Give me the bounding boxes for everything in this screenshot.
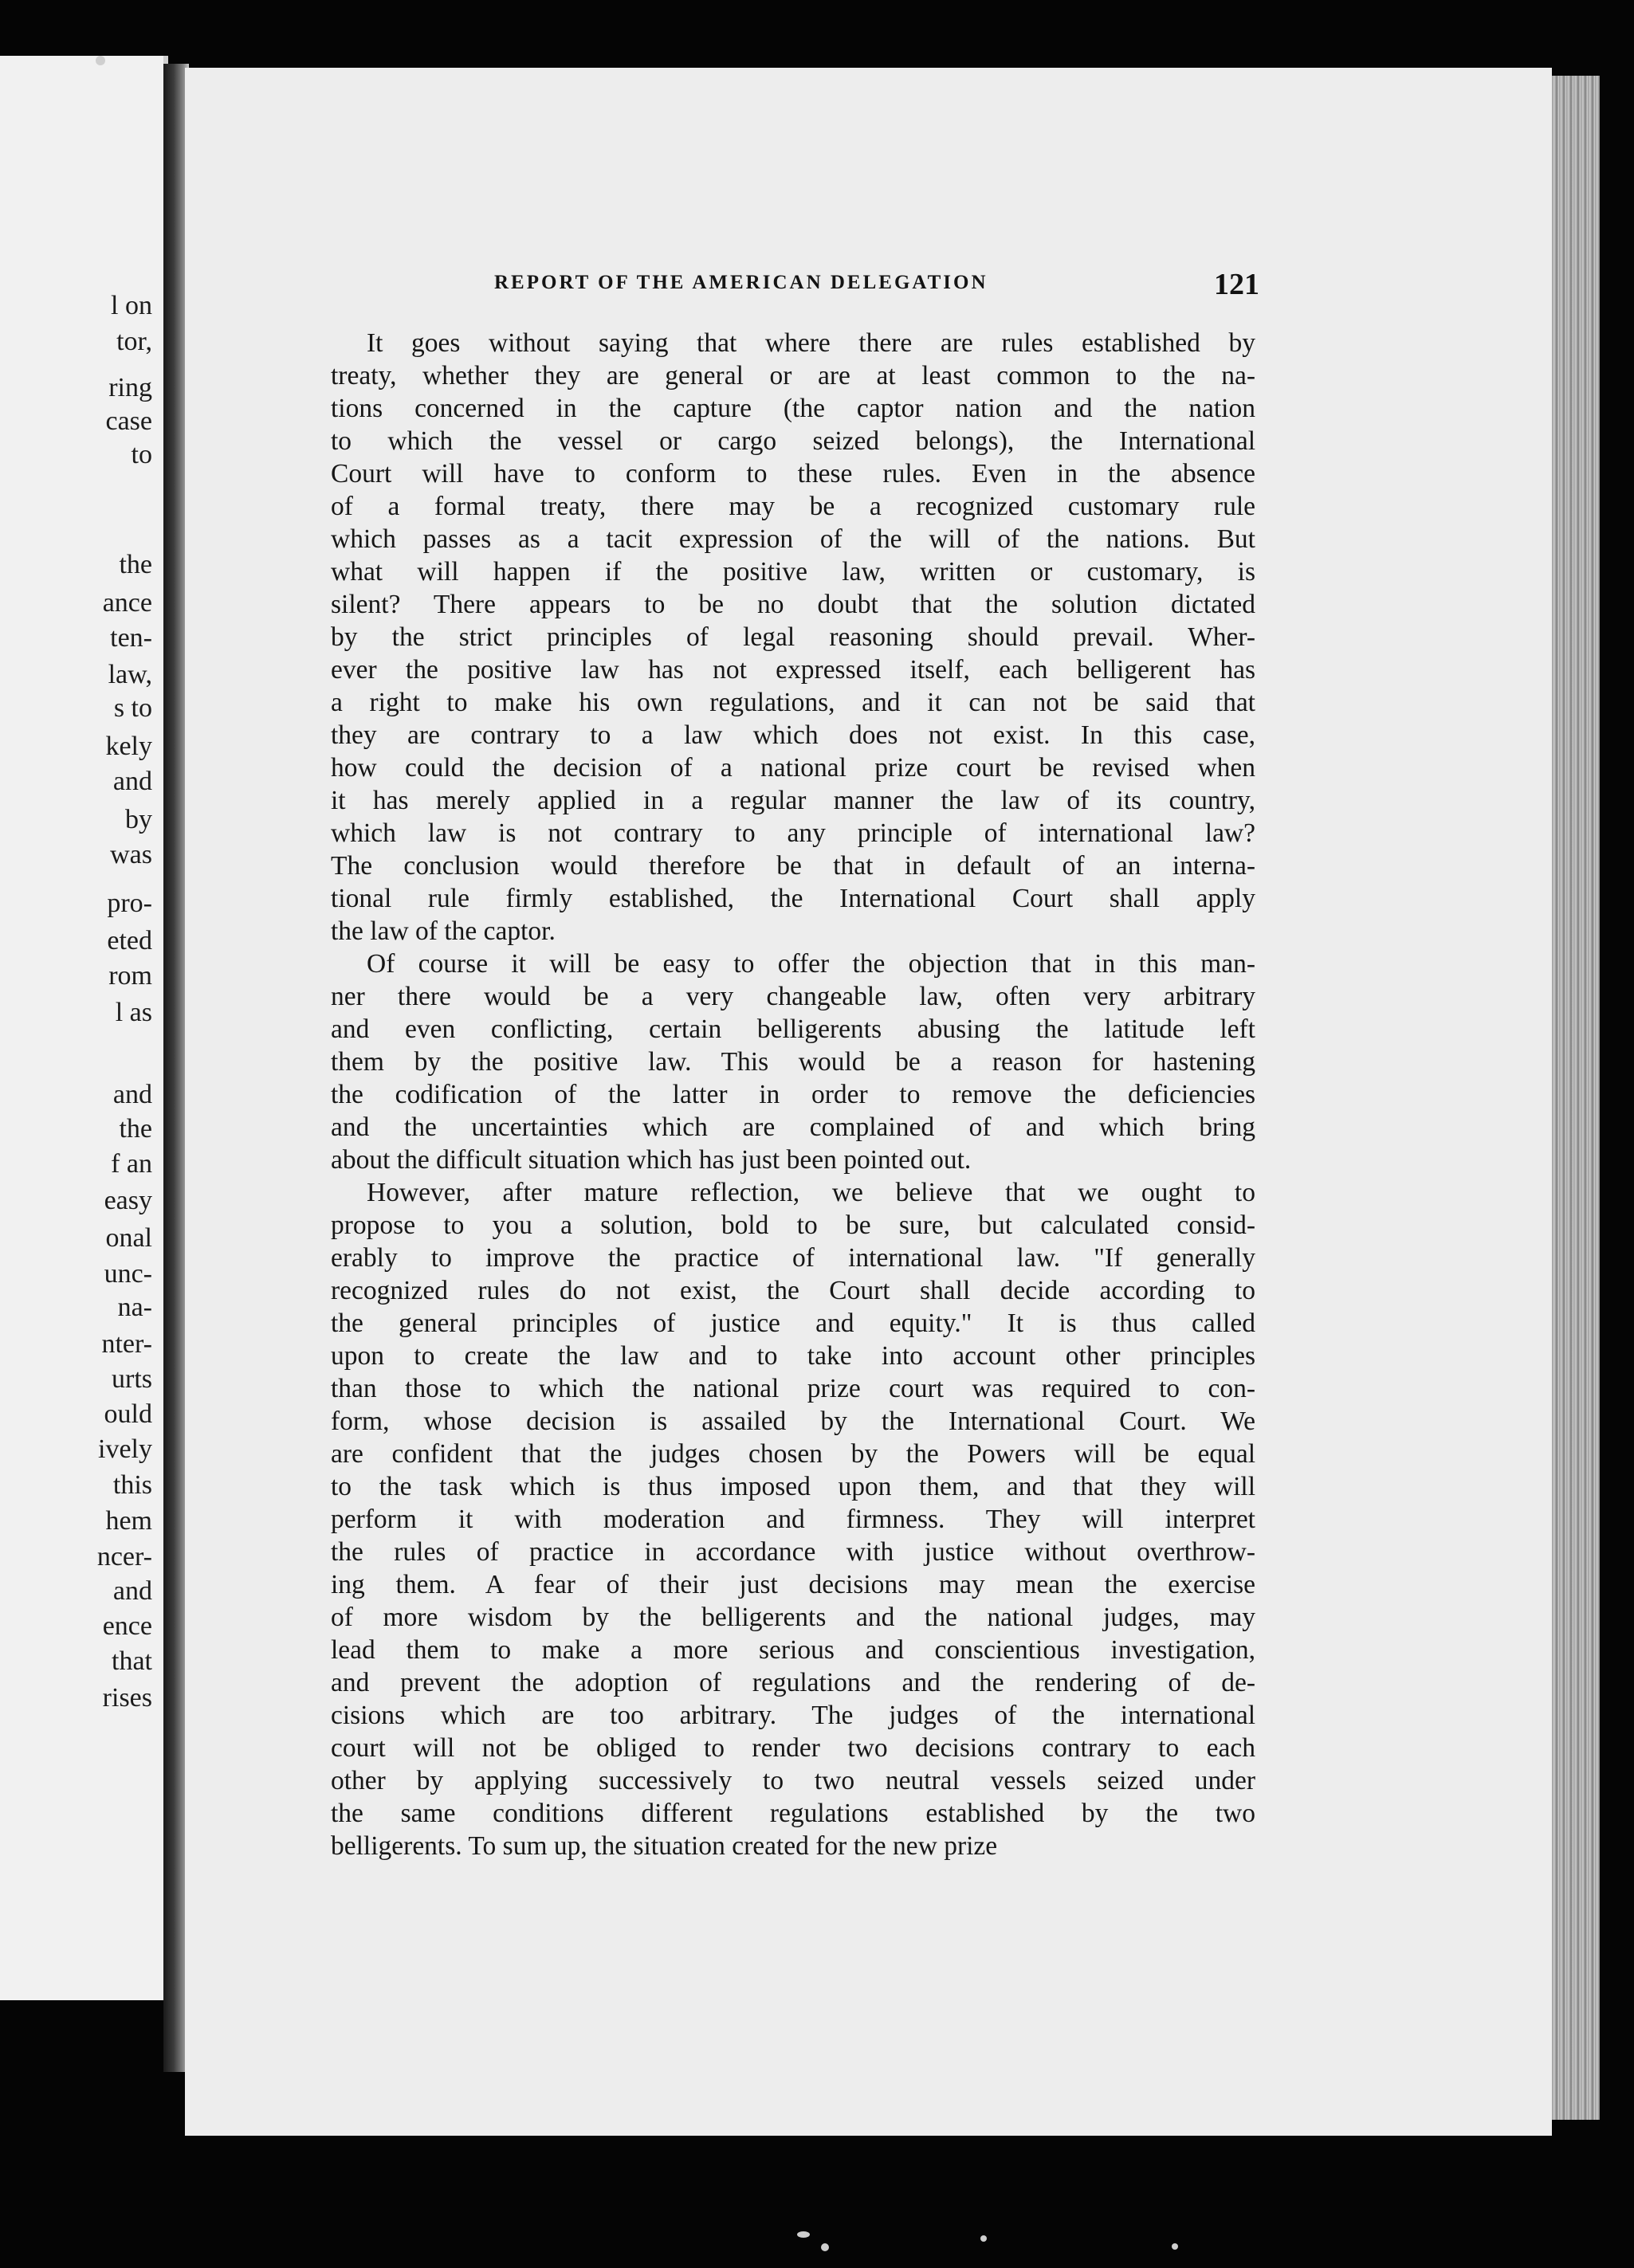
- text-line: belligerents. To sum up, the situation created for the new prize: [331, 1831, 998, 1861]
- text-line: about the difficult situation which has just been pointed out.: [331, 1145, 972, 1175]
- text-line: ing them. A fear of their just decisions may mean the exercise: [331, 1570, 1255, 1599]
- scan-speck: [96, 56, 105, 65]
- scan-speck: [821, 2243, 829, 2251]
- facing-page-text-fragment: na-: [117, 1293, 152, 1322]
- text-line: treaty, whether they are general or are at least common to the na-: [331, 361, 1255, 390]
- text-line: to the task which is thus imposed upon them, and that they will: [331, 1472, 1255, 1501]
- text-line: court will not be obliged to render two decisions contrary to each: [331, 1733, 1255, 1763]
- text-line: Court will have to conform to these rules. Even in the absence: [331, 459, 1255, 489]
- text-line: by the strict principles of legal reasoning should prevail. Wher-: [331, 622, 1255, 652]
- text-line: recognized rules do not exist, the Court shall decide according to: [331, 1276, 1255, 1305]
- text-line: the general principles of justice and equity." It is thus called: [331, 1309, 1255, 1338]
- text-line: ner there would be a very changeable law, often very arbitrary: [331, 982, 1255, 1011]
- page-edges: [1552, 76, 1600, 2120]
- facing-page-text-fragment: l on: [111, 291, 152, 320]
- text-line: erably to improve the practice of international law. "If generally: [331, 1243, 1255, 1273]
- text-line: Of course it will be easy to offer the objection that in this man-: [367, 949, 1255, 979]
- facing-page-text-fragment: ould: [104, 1399, 152, 1429]
- facing-page-text-fragment: s to: [113, 693, 152, 723]
- text-line: are confident that the judges chosen by the Powers will be equal: [331, 1439, 1255, 1469]
- text-line: and prevent the adoption of regulations and the rendering of de-: [331, 1668, 1255, 1697]
- scan-speck: [1172, 2243, 1178, 2250]
- facing-page-text-fragment: ncer-: [96, 1542, 152, 1572]
- facing-page-text-fragment: the: [119, 1114, 152, 1144]
- text-line: tional rule firmly established, the International Court shall apply: [331, 884, 1255, 913]
- text-line: and the uncertainties which are complained of and which bring: [331, 1112, 1255, 1142]
- body-text: [331, 327, 1255, 1862]
- text-line: The conclusion would therefore be that in default of an interna-: [331, 851, 1255, 881]
- facing-page-text-fragment: unc-: [104, 1259, 152, 1289]
- facing-page-text-fragment: kely: [105, 732, 152, 761]
- text-line: than those to which the national prize court was required to con-: [331, 1374, 1255, 1403]
- facing-page-text-fragment: pro-: [107, 889, 152, 918]
- text-line: what will happen if the positive law, written or customary, is: [331, 557, 1255, 587]
- facing-page-text-fragment: and: [112, 1080, 152, 1109]
- facing-page-text-fragment: onal: [105, 1223, 152, 1253]
- scan-speck: [980, 2235, 987, 2242]
- text-line: perform it with moderation and firmness. They will interpret: [331, 1505, 1255, 1534]
- text-line: they are contrary to a law which does not exist. In this case,: [331, 720, 1255, 750]
- facing-page-text-fragment: nter-: [101, 1329, 152, 1359]
- facing-page-text-fragment: tor,: [116, 327, 152, 356]
- page-header: [494, 267, 1259, 307]
- facing-page-text-fragment: this: [112, 1470, 152, 1500]
- facing-page-text-fragment: l as: [115, 998, 152, 1027]
- facing-page-text-fragment: rises: [102, 1683, 152, 1713]
- text-line: the rules of practice in accordance with justice without overthrow-: [331, 1537, 1255, 1567]
- facing-page-text-fragment: ively: [98, 1434, 152, 1464]
- facing-page-text-fragment: ten-: [110, 623, 152, 653]
- text-line: and even conflicting, certain belligerents abusing the latitude left: [331, 1014, 1255, 1044]
- facing-page-text-fragment: eted: [107, 926, 152, 955]
- facing-page-text-fragment: and: [112, 767, 152, 796]
- facing-page-text-fragment: urts: [112, 1364, 152, 1394]
- facing-page-fragment: [0, 56, 168, 2000]
- text-line: propose to you a solution, bold to be sure, but calculated consid-: [331, 1211, 1255, 1240]
- text-line: the law of the captor.: [331, 916, 556, 946]
- running-head: REPORT OF THE AMERICAN DELEGATION: [494, 272, 988, 293]
- text-line: which law is not contrary to any principle of international law?: [331, 818, 1255, 848]
- text-line: of more wisdom by the belligerents and the national judges, may: [331, 1603, 1255, 1632]
- text-line: which passes as a tacit expression of the will of the nations. But: [331, 524, 1255, 554]
- text-line: them by the positive law. This would be a reason for hastening: [331, 1047, 1255, 1077]
- text-line: lead them to make a more serious and conscientious investigation,: [331, 1635, 1255, 1665]
- facing-page-text-fragment: case: [105, 406, 152, 436]
- text-line: It goes without saying that where there are rules established by: [367, 328, 1255, 358]
- text-line: upon to create the law and to take into account other principles: [331, 1341, 1255, 1371]
- facing-page-text-fragment: was: [110, 840, 152, 869]
- facing-page-text-fragment: rom: [108, 961, 152, 991]
- facing-page-text-fragment: hem: [105, 1506, 152, 1536]
- facing-page-text-fragment: law,: [108, 660, 152, 689]
- text-line: how could the decision of a national prize court be revised when: [331, 753, 1255, 783]
- text-line: cisions which are too arbitrary. The judges of the international: [331, 1701, 1255, 1730]
- text-line: to which the vessel or cargo seized belongs), the International: [331, 426, 1255, 456]
- text-line: a right to make his own regulations, and it can not be said that: [331, 688, 1255, 717]
- facing-page-text-fragment: the: [119, 550, 152, 579]
- facing-page-text-fragment: and: [112, 1576, 152, 1606]
- text-line: other by applying successively to two neutral vessels seized under: [331, 1766, 1255, 1795]
- text-line: of a formal treaty, there may be a recognized customary rule: [331, 492, 1255, 521]
- text-line: However, after mature reflection, we believe that we ought to: [367, 1178, 1255, 1207]
- facing-page-text-fragment: by: [125, 805, 152, 834]
- text-line: it has merely applied in a regular manner the law of its country,: [331, 786, 1255, 815]
- text-line: form, whose decision is assailed by the International Court. We: [331, 1407, 1255, 1436]
- text-line: tions concerned in the capture (the captor nation and the nation: [331, 394, 1255, 423]
- facing-page-text-fragment: that: [112, 1646, 152, 1676]
- facing-page-text-fragment: ance: [102, 588, 152, 618]
- facing-page-text-fragment: to: [131, 440, 152, 469]
- text-line: the codification of the latter in order to remove the deficiencies: [331, 1080, 1255, 1109]
- scan-speck: [797, 2231, 810, 2238]
- facing-page-text-fragment: ring: [108, 373, 152, 402]
- facing-page-text-fragment: f an: [111, 1149, 152, 1179]
- text-line: ever the positive law has not expressed itself, each belligerent has: [331, 655, 1255, 685]
- facing-page-text-fragment: easy: [104, 1186, 152, 1215]
- page-number: 121: [1214, 268, 1259, 301]
- text-line: silent? There appears to be no doubt that the solution dictated: [331, 590, 1255, 619]
- facing-page-text-fragment: ence: [102, 1611, 152, 1641]
- text-line: the same conditions different regulations established by the two: [331, 1799, 1255, 1828]
